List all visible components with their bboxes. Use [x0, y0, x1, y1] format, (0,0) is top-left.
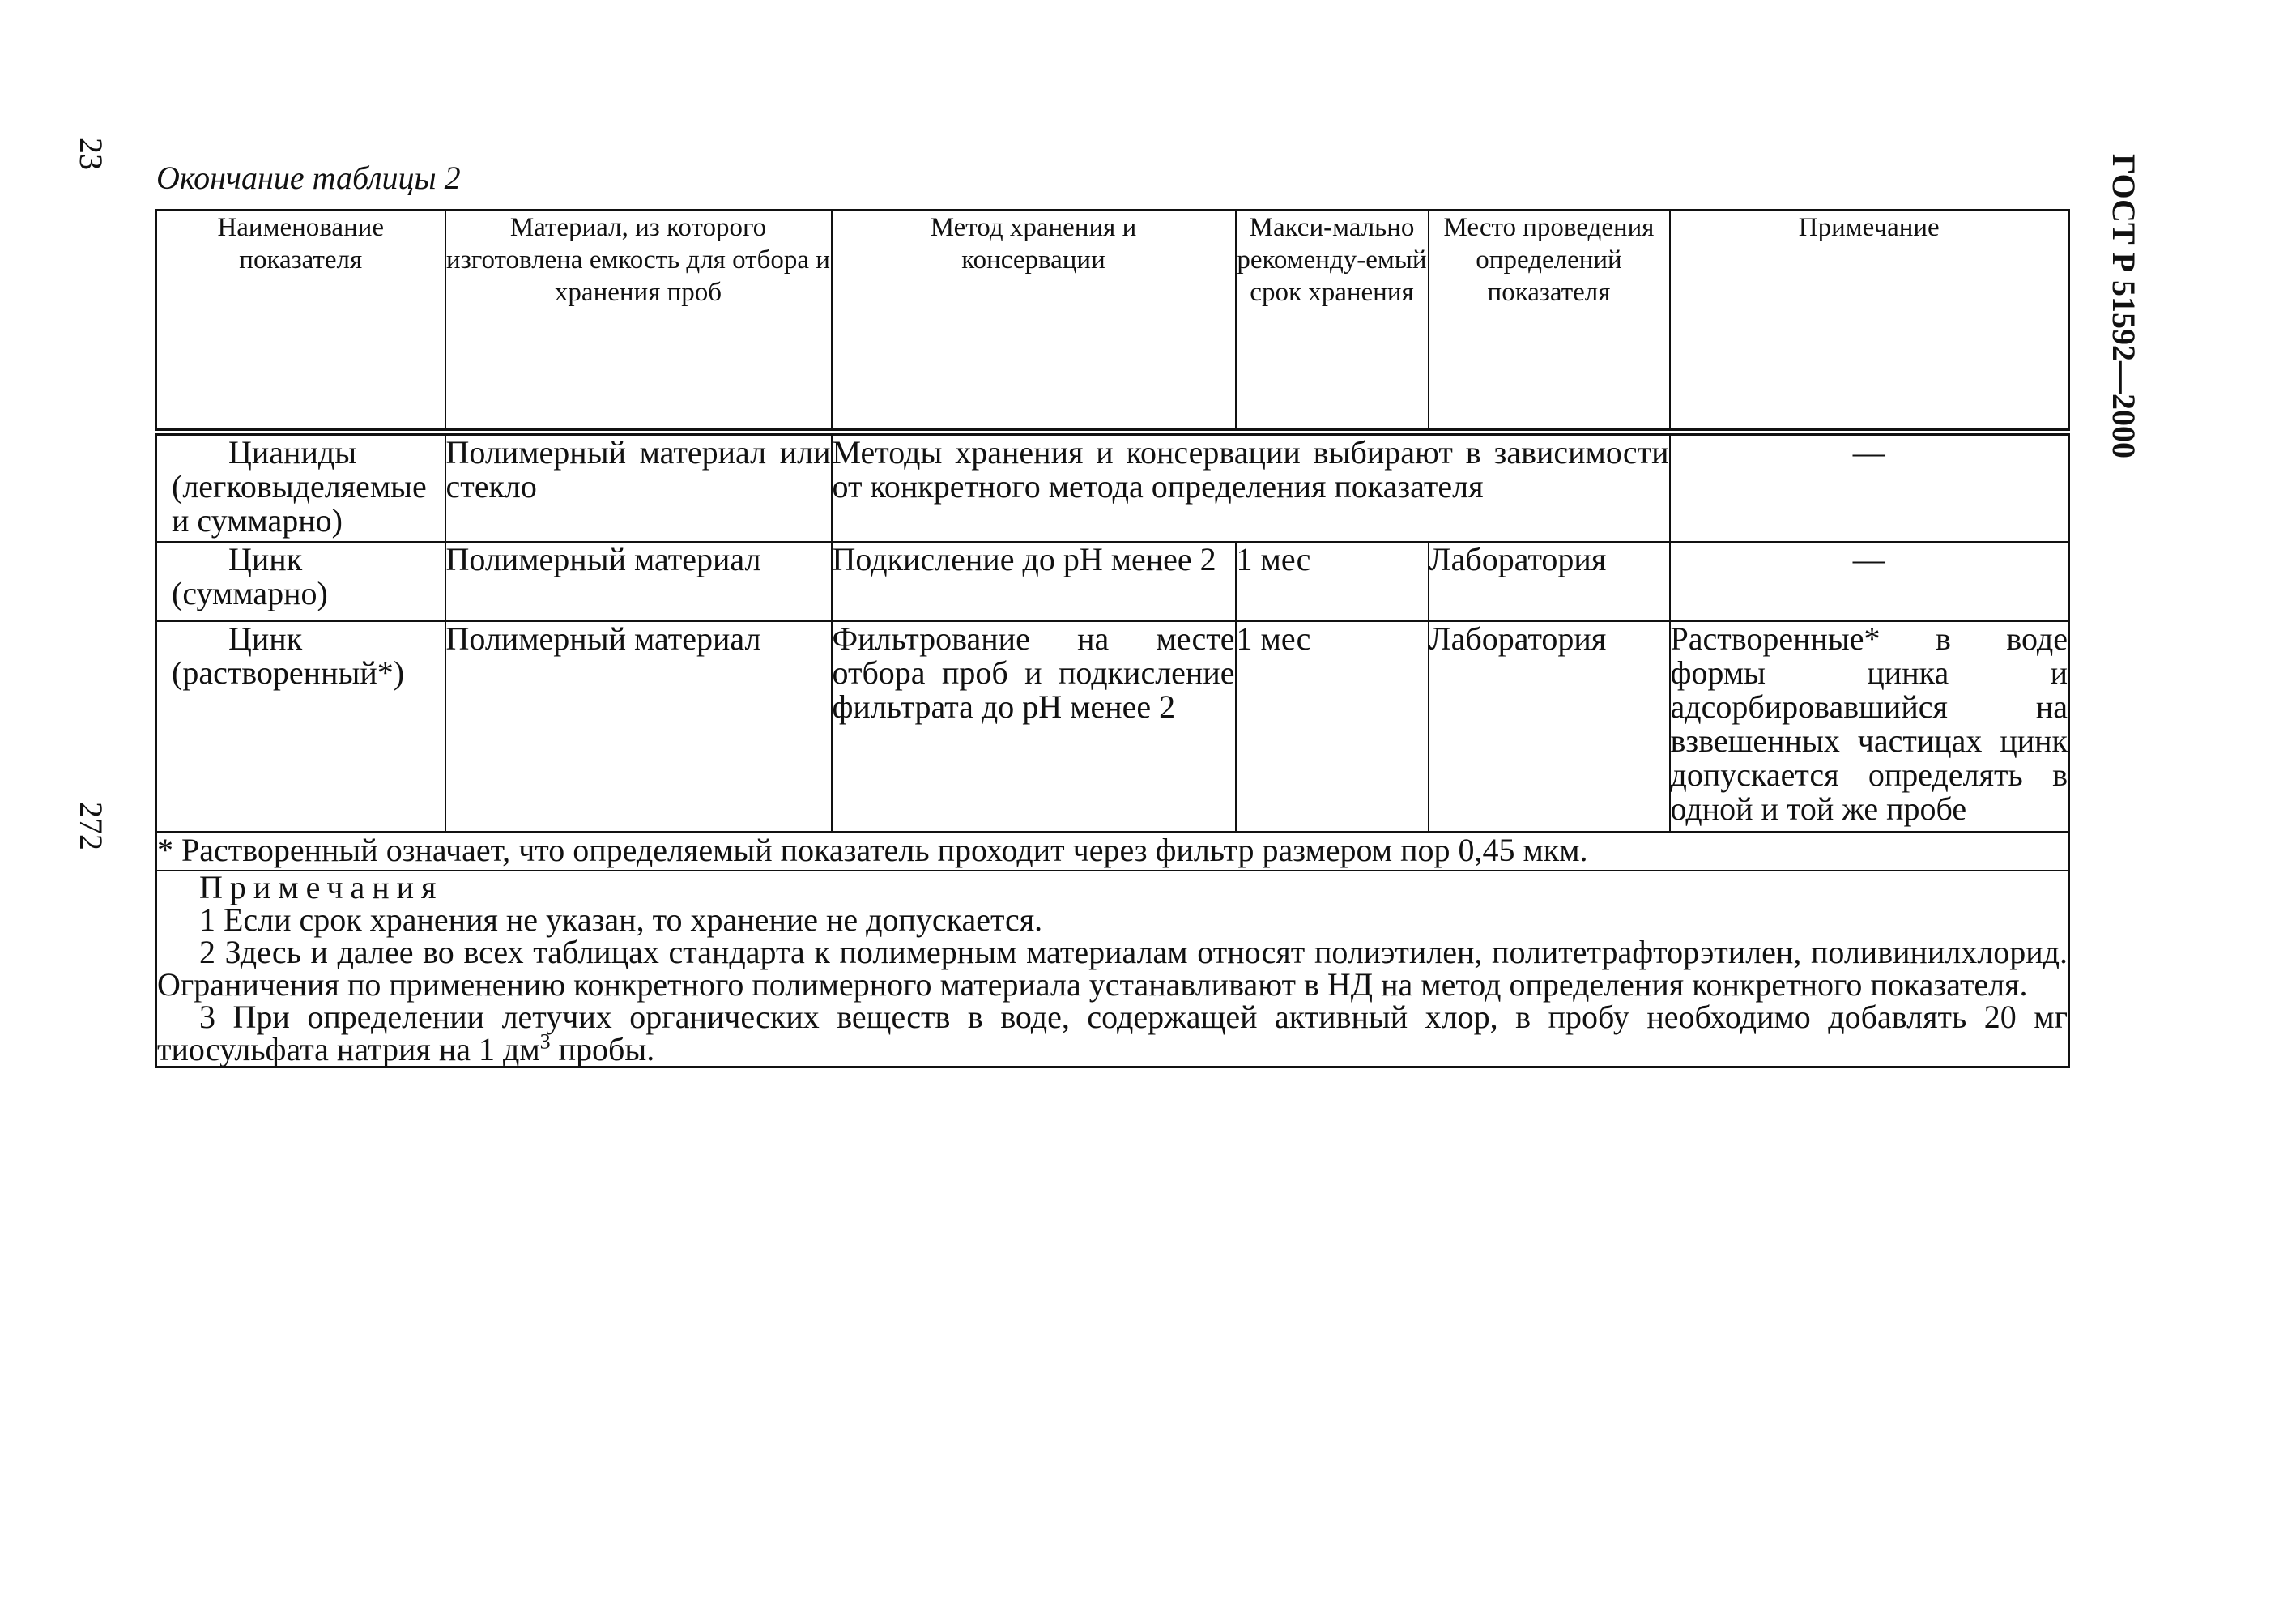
cell-material: Полимерный материал	[445, 542, 832, 621]
data-table	[155, 209, 2070, 1068]
cell-note: —	[1670, 432, 2069, 543]
header-indicator: Наименование показателя	[156, 211, 445, 432]
cell-place: Лаборатория	[1429, 621, 1670, 832]
header-note: Примечание	[1670, 211, 2069, 432]
cell-term: 1 мес	[1236, 542, 1429, 621]
cell-material: Полимерный материал или стекло	[445, 432, 832, 543]
cell-term: 1 мес	[1236, 621, 1429, 832]
cell-place: Лаборатория	[1429, 542, 1670, 621]
notes-row	[156, 871, 2069, 1067]
superscript-3: 3	[539, 1029, 551, 1054]
note-item-tail: пробы.	[550, 1031, 655, 1067]
standard-header: ГОСТ Р 51592—2000	[2106, 154, 2142, 459]
note-item: 1 Если срок хранения не указан, то хранение не допускается.	[199, 901, 1043, 938]
page-number-top: 23	[73, 138, 109, 170]
footnote-text: * Растворенный означает, что определяемый показатель проходит через фильтр размером пор 0,45 мкм.	[156, 832, 2069, 871]
cell-indicator: Цианиды (легковыделяемые и суммарно)	[156, 432, 445, 543]
cell-indicator: Цинк (растворенный*)	[156, 621, 445, 832]
note-item: 2 Здесь и далее во всех таблицах стандарта к полимерным материалам относят полиэтилен, политетрафторэтилен, поливинилхлорид. Ограничения по применению конкретного полимерного материала устанавливают в НД на метод определения конкретного показателя.	[157, 934, 2068, 1003]
footnote-row	[156, 832, 2069, 871]
table-container	[155, 209, 2068, 1068]
table-row	[156, 432, 2069, 543]
note-item-text: 3 При определении летучих органических веществ в воде, содержащей активный хлор, в пробу необходимо добавлять 20 мг тиосульфата натрия на 1 дм	[157, 999, 2068, 1067]
table-caption: Окончание таблицы 2	[156, 160, 461, 196]
header-material: Материал, из которого изготовлена емкость для отбора и хранения проб	[445, 211, 832, 432]
notes-title: Примечания	[199, 869, 444, 905]
header-place: Место проведения определений показателя	[1429, 211, 1670, 432]
table-header-row	[156, 211, 2069, 432]
table-row	[156, 542, 2069, 621]
notes-cell	[156, 871, 2069, 1067]
cell-method: Методы хранения и консервации выбирают в зависимости от конкретного метода определения показателя	[832, 432, 1670, 543]
cell-method: Подкисление до pH менее 2	[832, 542, 1236, 621]
note-item	[157, 1001, 2068, 1066]
cell-method: Фильтрование на месте отбора проб и подкисление фильтрата до pH менее 2	[832, 621, 1236, 832]
cell-indicator: Цинк (суммарно)	[156, 542, 445, 621]
cell-note: Растворенные* в воде формы цинка и адсорбировавшийся на взвешенных частицах цинк допускается определять в одной и той же пробе	[1670, 621, 2069, 832]
cell-material: Полимерный материал	[445, 621, 832, 832]
page-number-middle: 272	[73, 802, 109, 850]
header-method: Метод хранения и консервации	[832, 211, 1236, 432]
cell-note: —	[1670, 542, 2069, 621]
header-term: Макси-мально рекоменду-емый срок хранения	[1236, 211, 1429, 432]
table-row	[156, 621, 2069, 832]
